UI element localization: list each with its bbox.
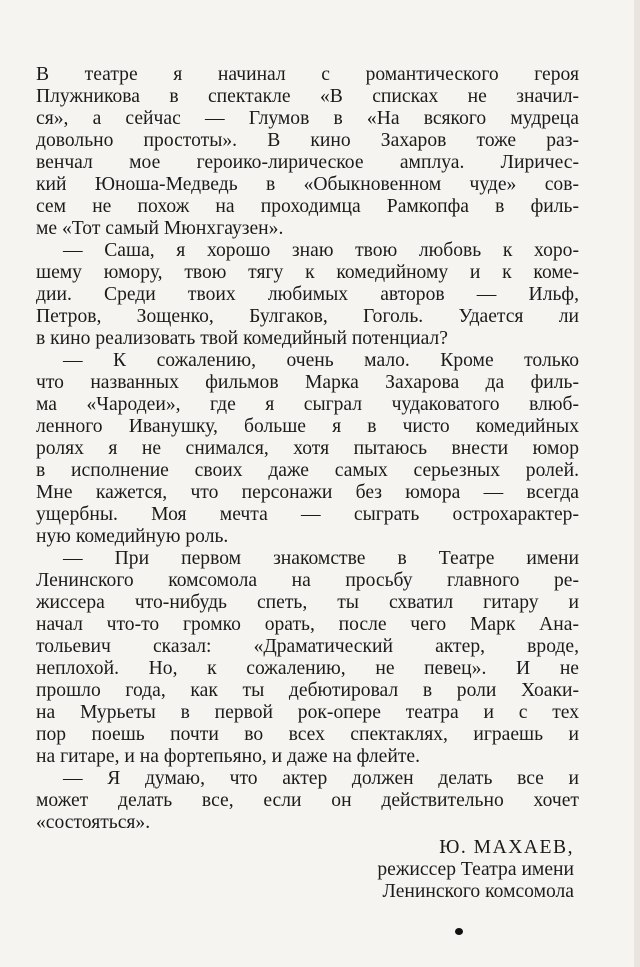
article-line: шему юмору, твою тягу к комедийному и к коме- xyxy=(36,262,579,283)
article-line: — При первом знакомстве в Театре имени xyxy=(63,548,579,569)
article-line: ную комедийную роль. xyxy=(36,526,229,547)
article-line: на гитаре, и на фортепьяно, и даже на флейте. xyxy=(36,746,420,767)
article-body xyxy=(36,64,579,834)
article-line: в кино реализовать твой комедийный потенциал? xyxy=(36,328,448,349)
article-line: ся», а сейчас — Глумов в «На всякого мудреца xyxy=(36,108,579,129)
article-line: дии. Среди твоих любимых авторов — Ильф, xyxy=(36,284,579,305)
article-line: Мне кажется, что персонажи без юмора — всегда xyxy=(36,482,579,503)
article-line: венчал мое героико-лирическое амплуа. Лиричес- xyxy=(36,152,579,173)
article-line: может делать все, если он действительно хочет xyxy=(36,790,579,811)
author-name: Ю. МАХАЕВ, xyxy=(439,837,574,858)
article-line: ма «Чародеи», где я сыграл чудаковатого влюб- xyxy=(36,394,579,415)
article-line: что названных фильмов Марка Захарова да филь- xyxy=(36,372,579,393)
article-line: жиссера что-нибудь спеть, ты схватил гитару и xyxy=(36,592,579,613)
article-line: кий Юноша-Медведь в «Обыкновенном чуде» сов- xyxy=(36,174,579,195)
article-line: Петров, Зощенко, Булгаков, Гоголь. Удается ли xyxy=(36,306,579,327)
author-title-line-2: Ленинского комсомола xyxy=(382,881,574,902)
article-line: прошло года, как ты дебютировал в роли Хоаки- xyxy=(36,680,579,701)
ink-dot xyxy=(455,928,463,935)
article-line: В театре я начинал с романтического героя xyxy=(36,64,579,85)
article-line: «состояться». xyxy=(36,812,151,833)
article-line: тольевич сказал: «Драматический актер, вроде, xyxy=(36,636,579,657)
article-line: на Мурьеты в первой рок-опере театра и с тех xyxy=(36,702,579,723)
article-line: пор поешь почти во всех спектаклях, играешь и xyxy=(36,724,579,745)
article-line: довольно простоты». В кино Захаров тоже раз- xyxy=(36,130,579,151)
article-line: начал что-то громко орать, после чего Марк Ана- xyxy=(36,614,579,635)
article-line: в исполнение своих даже самых серьезных ролей. xyxy=(36,460,579,481)
article-line: — Саша, я хорошо знаю твою любовь к хоро- xyxy=(63,240,579,261)
article-line: ме «Тот самый Мюнхгаузен». xyxy=(36,218,284,239)
article-line: сем не похож на проходимца Рамкопфа в филь- xyxy=(36,196,579,217)
article-line: ленного Иванушку, больше я в чисто комедийных xyxy=(36,416,579,437)
article-line: Ленинского комсомола на просьбу главного ре- xyxy=(36,570,579,591)
article-line: — К сожалению, очень мало. Кроме только xyxy=(63,350,579,371)
article-line: неплохой. Но, к сожалению, не певец». И не xyxy=(36,658,579,679)
article-line: Плужникова в спектакле «В списках не значил- xyxy=(36,86,579,107)
article-line: ущербны. Моя мечта — сыграть острохарактер- xyxy=(36,504,579,525)
article-line: ролях я не снимался, хотя пытаюсь внести юмор xyxy=(36,438,579,459)
author-signature xyxy=(377,837,574,903)
author-title-line-1: режиссер Театра имени xyxy=(377,859,574,880)
article-line: — Я думаю, что актер должен делать все и xyxy=(63,768,579,789)
